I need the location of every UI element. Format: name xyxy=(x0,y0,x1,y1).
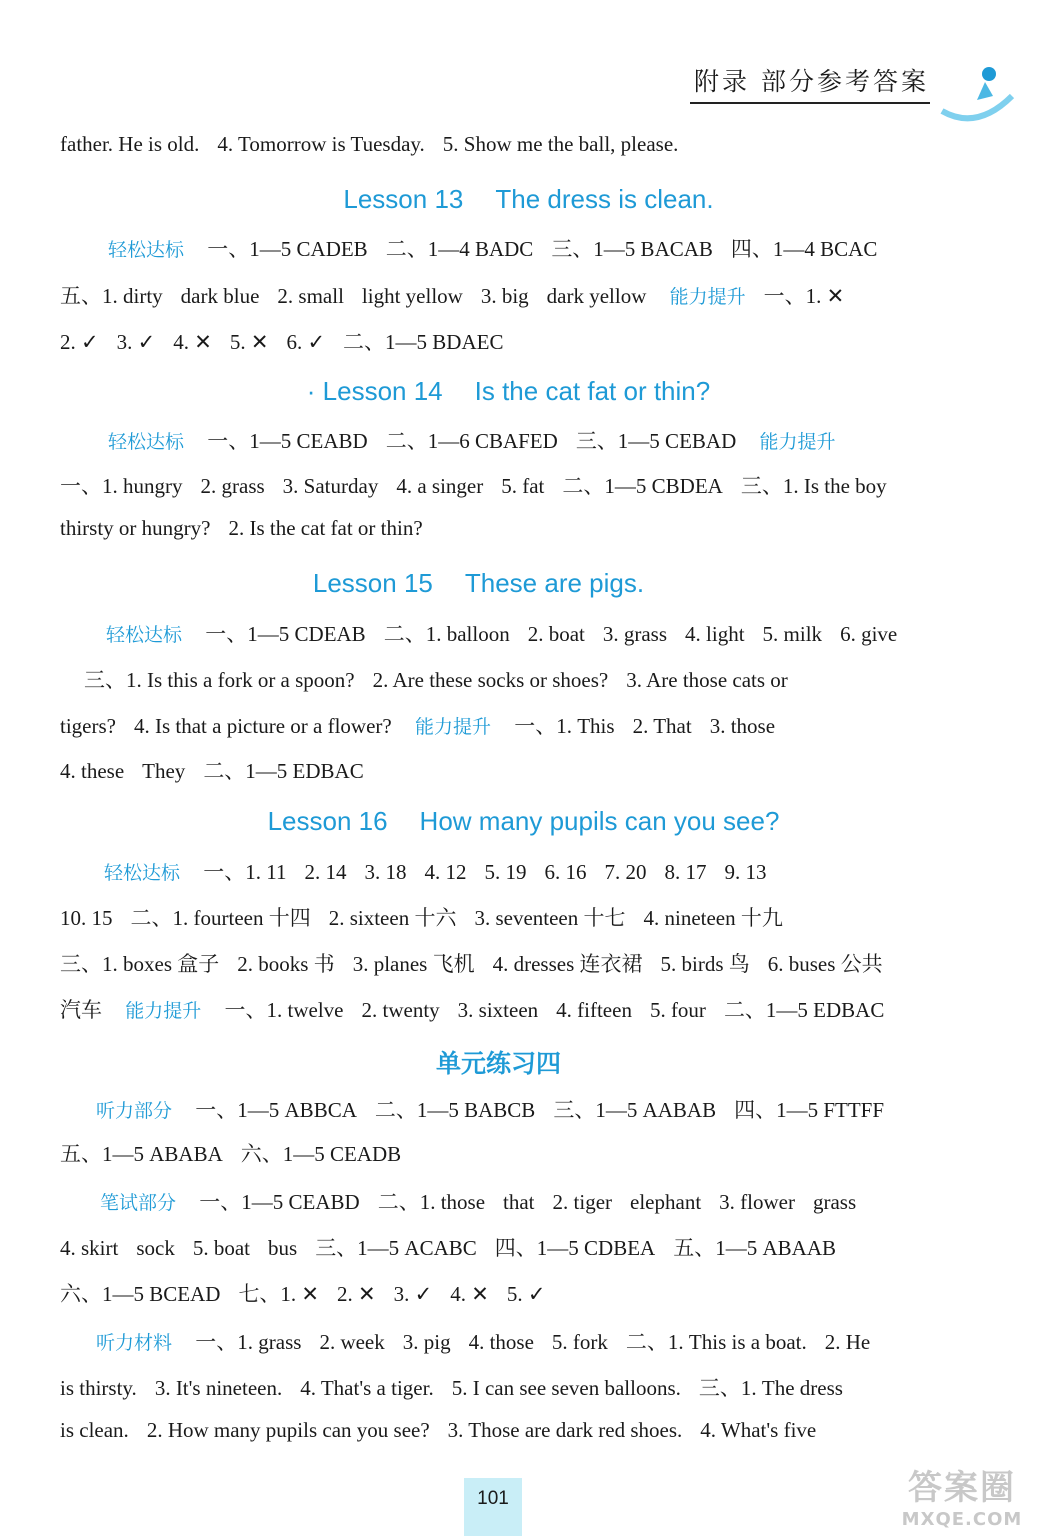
section-tag: 轻松达标 xyxy=(104,862,181,884)
running-header: 附录 部分参考答案 xyxy=(694,67,929,96)
answer-line: 4. skirt sock 5. boat bus 三、1—5 ACABC 四、1—5 CDBEA 五、1—5 ABAAB xyxy=(60,1236,836,1260)
answer-line: 汽车 能力提升 一、1. twelve 2. twenty 3. sixteen 4. fifteen 5. four 二、1—5 EDBAC xyxy=(60,998,885,1022)
lesson-16-title: Lesson 16 How many pupils can you see? xyxy=(267,806,780,836)
section-tag: 能力提升 xyxy=(414,716,491,738)
section-tag: 听力部分 xyxy=(96,1100,173,1122)
answer-line: is thirsty. 3. It's nineteen. 4. That's a tiger. 5. I can see seven balloons. 三、1. The dress xyxy=(60,1376,843,1400)
section-tag: 听力材料 xyxy=(96,1332,173,1354)
answer-line: 五、1—5 ABABA 六、1—5 CEADB xyxy=(60,1142,402,1166)
answer-line: 三、1. Is this a fork or a spoon? 2. Are these socks or shoes? 3. Are those cats or xyxy=(84,668,788,692)
answer-line: is clean. 2. How many pupils can you see? 3. Those are dark red shoes. 4. What's five xyxy=(60,1418,817,1442)
lesson-15-title: Lesson 15 These are pigs. xyxy=(312,568,645,598)
answer-line: thirsty or hungry? 2. Is the cat fat or thin? xyxy=(60,516,423,540)
answer-line: 一、1. hungry 2. grass 3. Saturday 4. a singer 5. fat 二、1—5 CBDEA 三、1. Is the boy xyxy=(60,474,887,498)
unit-4-title: 单元练习四 xyxy=(435,1049,561,1078)
skier-mascot-icon xyxy=(937,56,1017,126)
answer-line: 轻松达标 一、1—5 CEABD 二、1—6 CBAFED 三、1—5 CEBAD 能力提升 xyxy=(108,429,836,453)
section-tag: 能力提升 xyxy=(759,431,836,453)
section-tag: 轻松达标 xyxy=(106,624,183,646)
answer-line: 轻松达标 一、1—5 CADEB 二、1—4 BADC 三、1—5 BACAB 四、1—4 BCAC xyxy=(108,237,878,261)
answer-line: 听力部分 一、1—5 ABBCA 二、1—5 BABCB 三、1—5 AABAB 四、1—5 FTTFF xyxy=(96,1098,885,1122)
header-rule xyxy=(690,102,930,104)
section-tag: 笔试部分 xyxy=(100,1192,177,1214)
answer-line: 笔试部分 一、1—5 CEABD 二、1. those that 2. tiger elephant 3. flower grass xyxy=(100,1190,857,1214)
answer-line: tigers? 4. Is that a picture or a flower? 能力提升 一、1. This 2. That 3. those xyxy=(60,714,776,738)
section-tag: 能力提升 xyxy=(125,1000,202,1022)
answer-line: 三、1. boxes 盒子 2. books 书 3. planes 飞机 4. dresses 连衣裙 5. birds 鸟 6. buses 公共 xyxy=(60,952,883,976)
section-tag: 轻松达标 xyxy=(108,431,185,453)
answer-line: 2. ✓ 3. ✓ 4. ✕ 5. ✕ 6. ✓ 二、1—5 BDAEC xyxy=(60,330,504,354)
section-tag: 能力提升 xyxy=(669,286,746,308)
section-tag: 轻松达标 xyxy=(108,239,185,261)
answer-line: 10. 15 二、1. fourteen 十四 2. sixteen 十六 3. seventeen 十七 4. nineteen 十九 xyxy=(60,906,783,930)
answer-line: 五、1. dirty dark blue 2. small light yellow 3. big dark yellow 能力提升 一、1. ✕ xyxy=(60,284,845,308)
page-number: 101 xyxy=(464,1478,522,1536)
watermark-logo: 答案圈 MXQE.COM xyxy=(901,1468,1023,1530)
answer-line: 轻松达标 一、1. 11 2. 14 3. 18 4. 12 5. 19 6. 16 7. 20 8. 17 9. 13 xyxy=(104,860,767,884)
answer-line: 轻松达标 一、1—5 CDEAB 二、1. balloon 2. boat 3. grass 4. light 5. milk 6. give xyxy=(106,622,898,646)
lesson-13-title: Lesson 13 The dress is clean. xyxy=(343,184,714,214)
answer-line: 六、1—5 BCEAD 七、1. ✕ 2. ✕ 3. ✓ 4. ✕ 5. ✓ xyxy=(60,1282,546,1306)
answer-line: 4. these They 二、1—5 EDBAC xyxy=(60,759,364,783)
answer-line: father. He is old. 4. Tomorrow is Tuesday. 5. Show me the ball, please. xyxy=(60,132,679,156)
lesson-14-title: · Lesson 14 Is the cat fat or thin? xyxy=(306,376,711,406)
answer-line: 听力材料 一、1. grass 2. week 3. pig 4. those 5. fork 二、1. This is a boat. 2. He xyxy=(96,1330,871,1354)
